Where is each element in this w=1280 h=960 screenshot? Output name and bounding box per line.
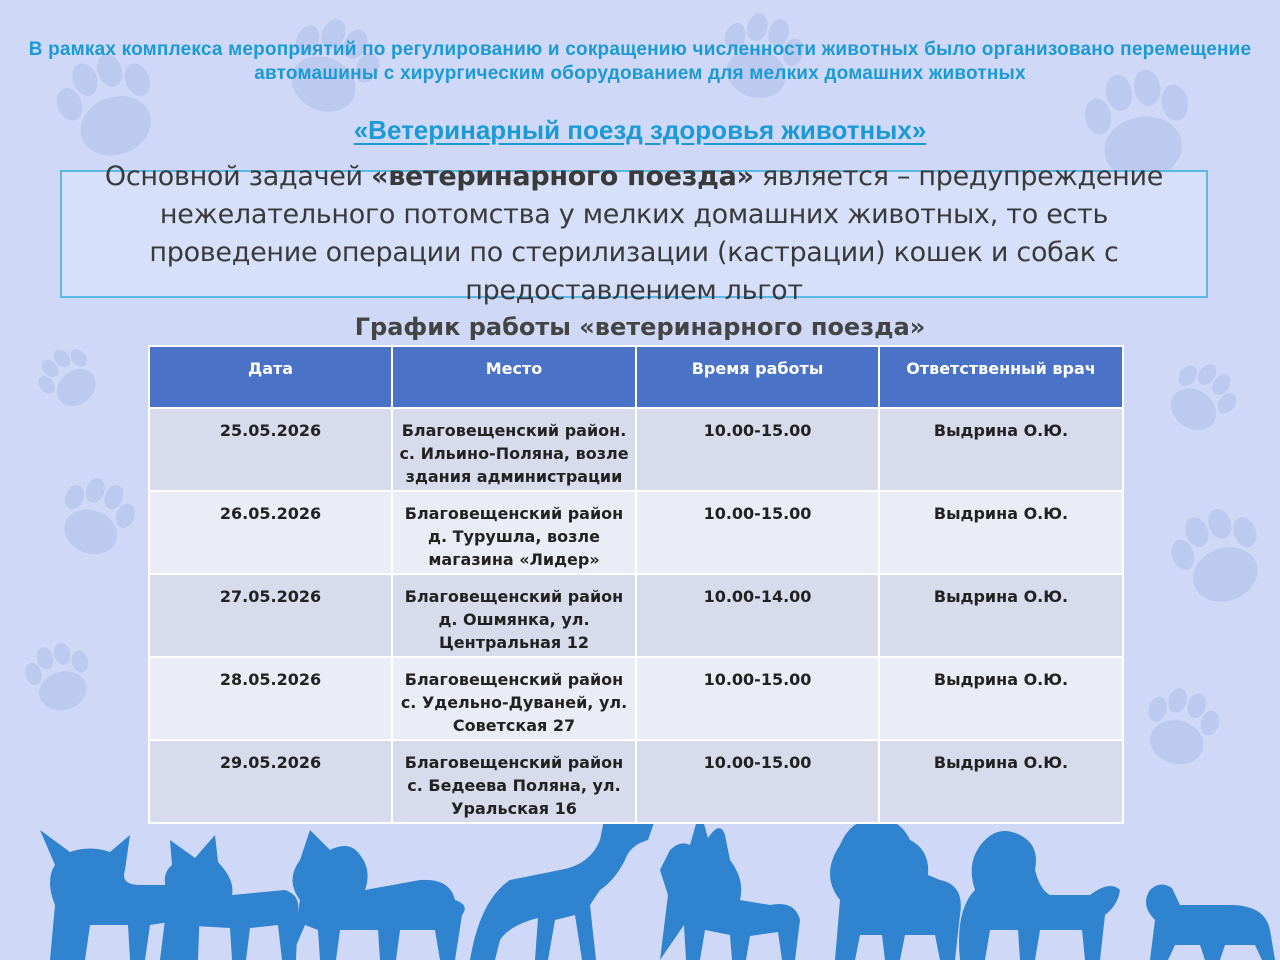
- cell-date: 28.05.2026: [149, 657, 392, 740]
- schedule-title: График работы «ветеринарного поезда»: [354, 313, 926, 341]
- cell-place: Благовещенский район с. Удельно-Дуваней, ул. Советская 27: [392, 657, 636, 740]
- task-text-bold: «ветеринарного поезда»: [371, 161, 754, 192]
- cell-time: 10.00-15.00: [636, 657, 879, 740]
- schedule-table: [148, 345, 1124, 824]
- cell-doctor: Выдрина О.Ю.: [879, 408, 1123, 491]
- table-header-row: [149, 346, 1123, 408]
- cell-place: Благовещенский район. с. Ильино-Поляна, возле здания администрации: [392, 408, 636, 491]
- table-row: [149, 740, 1123, 823]
- train-title-text: «Ветеринарный поезд здоровья животных»: [353, 115, 927, 145]
- dog-silhouettes: [40, 808, 1275, 960]
- task-text-part1: Основной задачей: [104, 161, 372, 192]
- cell-place: Благовещенский район с. Бедеева Поляна, ул. Уральская 16: [392, 740, 636, 823]
- cell-doctor: Выдрина О.Ю.: [879, 740, 1123, 823]
- cell-time: 10.00-15.00: [636, 408, 879, 491]
- cell-date: 29.05.2026: [149, 740, 392, 823]
- task-box: [60, 161, 1208, 306]
- cell-time: 10.00-15.00: [636, 740, 879, 823]
- train-title: [0, 114, 1280, 146]
- cell-time: 10.00-15.00: [636, 491, 879, 574]
- table-row: [149, 657, 1123, 740]
- header-date: Дата: [149, 346, 392, 408]
- table-row: [149, 574, 1123, 657]
- cell-date: 27.05.2026: [149, 574, 392, 657]
- table-row: [149, 491, 1123, 574]
- task-text-part2: является – предупреждение нежелательного потомства у мелких домашних животных, то есть проведение операции по стерилизации (кастрации) кошек и собак с предоставлением льгот: [149, 161, 1164, 306]
- cell-time: 10.00-14.00: [636, 574, 879, 657]
- cell-doctor: Выдрина О.Ю.: [879, 657, 1123, 740]
- task-text: [79, 158, 1189, 310]
- cell-place: Благовещенский район д. Турушла, возле магазина «Лидер»: [392, 491, 636, 574]
- header-place: Место: [392, 346, 636, 408]
- intro-text: В рамках комплекса мероприятий по регулированию и сокращению численности животных было организовано перемещение автомашины с хирургическим оборудованием для мелких домашних животных: [28, 39, 1252, 84]
- header-doctor: Ответственный врач: [879, 346, 1123, 408]
- cell-date: 26.05.2026: [149, 491, 392, 574]
- cell-place: Благовещенский район д. Ошмянка, ул. Центральная 12: [392, 574, 636, 657]
- cell-date: 25.05.2026: [149, 408, 392, 491]
- header-time: Время работы: [636, 346, 879, 408]
- table-row: [149, 408, 1123, 491]
- cell-doctor: Выдрина О.Ю.: [879, 574, 1123, 657]
- cell-doctor: Выдрина О.Ю.: [879, 491, 1123, 574]
